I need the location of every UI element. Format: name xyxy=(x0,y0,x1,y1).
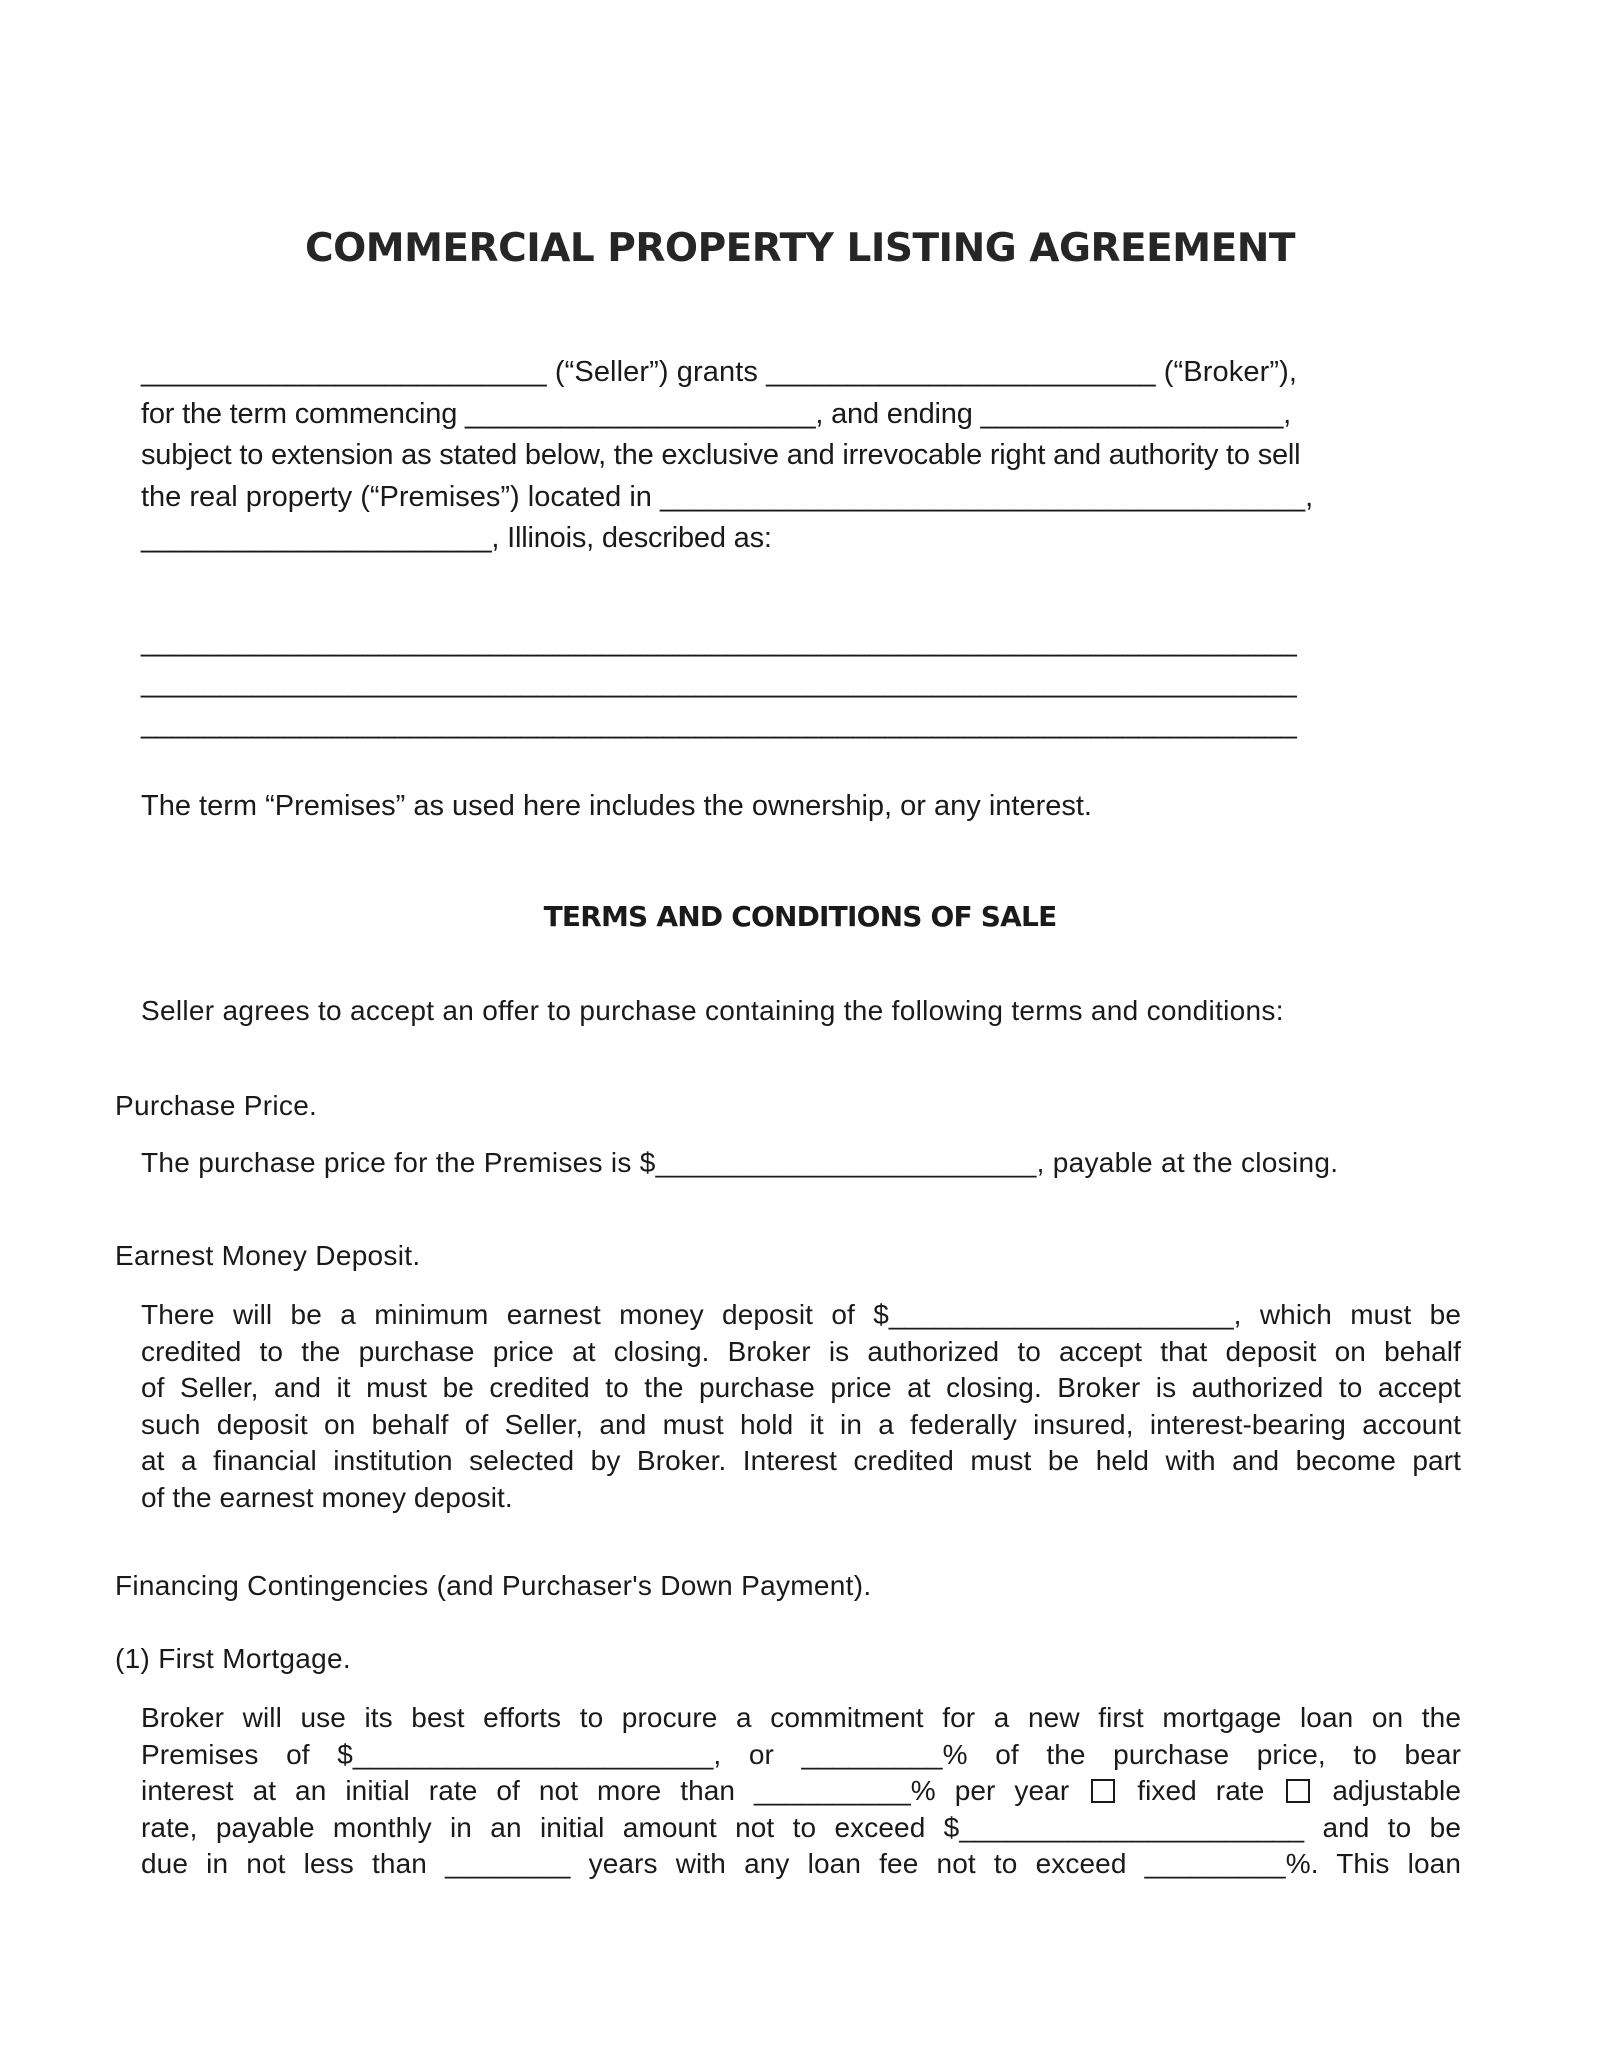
intro-line: subject to extension as stated below, the exclusive and irrevocable right and authority to sell xyxy=(141,439,1301,471)
paragraph-line: rate, payable monthly in an initial amount not to exceed $______________________ and to be xyxy=(141,1811,1461,1843)
adjustable-rate-label: adjustable xyxy=(1332,1775,1461,1806)
paragraph-line: credited to the purchase price at closing. Broker is authorized to accept that deposit on behalf xyxy=(141,1335,1461,1367)
fixed-rate-checkbox[interactable] xyxy=(1091,1779,1115,1803)
paragraph-line-rate-options xyxy=(141,1773,1461,1810)
paragraph-line: such deposit on behalf of Seller, and must hold it in a federally insured, interest-bearing account xyxy=(141,1408,1461,1440)
paragraph-line: due in not less than ________ years with any loan fee not to exceed _________%. This loan xyxy=(141,1848,1461,1879)
property-description-blanks xyxy=(141,622,1461,745)
paragraph-line: Premises of $_______________________, or _________% of the purchase price, to bear xyxy=(141,1738,1461,1770)
first-mortgage-paragraph xyxy=(141,1700,1461,1883)
fixed-rate-label: fixed rate xyxy=(1137,1775,1265,1806)
paragraph-line: of Seller, and it must be credited to the purchase price at closing. Broker is authorized to accept xyxy=(141,1372,1461,1403)
earnest-money-heading: Earnest Money Deposit. xyxy=(115,1240,421,1271)
purchase-price-text: The purchase price for the Premises is $________________________, payable at the closing. xyxy=(141,1147,1339,1178)
paragraph-line: Broker will use its best efforts to procure a commitment for a new first mortgage loan on the xyxy=(141,1702,1461,1733)
paragraph-line: at a financial institution selected by Broker. Interest credited must be held with and become part xyxy=(141,1445,1461,1476)
intro-line: ______________________, Illinois, described as: xyxy=(141,522,772,554)
intro-line: the real property (“Premises”) located in ________________________________________, xyxy=(141,480,1314,513)
premises-note: The term “Premises” as used here includes the ownership, or any interest. xyxy=(141,790,1092,822)
description-blank-line: _________________________________________________________________________ xyxy=(141,708,1297,740)
rate-text: interest at an initial rate of not more than __________% per year xyxy=(141,1775,1070,1806)
paragraph-line: of the earnest money deposit. xyxy=(141,1481,513,1513)
description-blank-line: _________________________________________________________________________ xyxy=(141,667,1297,699)
paragraph-line: There will be a minimum earnest money deposit of $______________________, which must be xyxy=(141,1299,1461,1330)
purchase-price-heading: Purchase Price. xyxy=(115,1090,318,1121)
adjustable-rate-checkbox[interactable] xyxy=(1286,1779,1310,1803)
intro-line: for the term commencing ______________________, and ending ___________________, xyxy=(141,397,1292,430)
first-mortgage-heading: (1) First Mortgage. xyxy=(115,1643,351,1674)
intro-paragraph xyxy=(141,352,1461,560)
terms-intro: Seller agrees to accept an offer to purchase containing the following terms and conditions: xyxy=(141,995,1284,1026)
description-blank-line: _________________________________________________________________________ xyxy=(141,626,1297,658)
financing-heading: Financing Contingencies (and Purchaser's Down Payment). xyxy=(115,1570,872,1601)
document-title: COMMERCIAL PROPERTY LISTING AGREEMENT xyxy=(305,226,1295,271)
terms-heading: TERMS AND CONDITIONS OF SALE xyxy=(543,900,1057,933)
earnest-money-paragraph xyxy=(141,1297,1461,1516)
intro-line: _________________________ (“Seller”) grants ________________________ (“Broker”), xyxy=(141,356,1297,388)
